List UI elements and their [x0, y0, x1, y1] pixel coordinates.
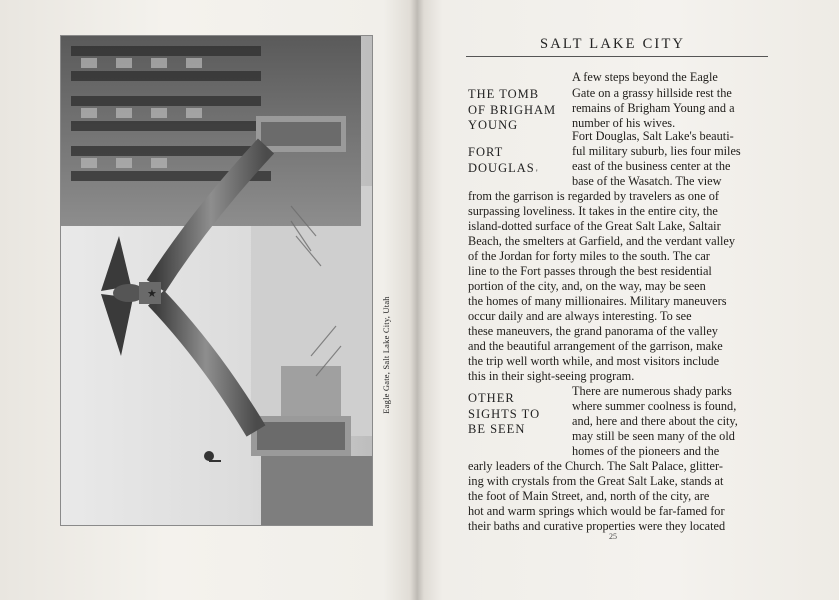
side-head-other-sights [468, 391, 540, 438]
side-head-line: SIGHTS TO [468, 406, 541, 421]
body-line: remains of Brigham Young and a [572, 101, 735, 115]
side-head-line: OTHER [468, 391, 515, 405]
body-line: number of his wives. [572, 116, 676, 130]
body-line: A few steps beyond the Eagle [572, 70, 718, 84]
side-head-line: YOUNG [468, 118, 519, 132]
side-head-tomb [468, 87, 556, 134]
body-line: of the Jordan for forty miles to the south. The car [468, 249, 710, 263]
body-line: may still be seen many of the old [572, 429, 735, 443]
body-line: from the garrison is regarded by travelers as one of [468, 189, 719, 203]
body-line: the foot of Main Street, and, north of the city, are [468, 489, 710, 503]
side-head-line: THE TOMB [468, 87, 540, 101]
body-line: Fort Douglas, Salt Lake's beauti- [572, 129, 734, 143]
body-line: these maneuvers, the grand panorama of the valley [468, 324, 718, 338]
head-rule [466, 56, 768, 57]
running-head: SALT LAKE CITY [540, 36, 686, 52]
side-head-fort-douglas [468, 145, 535, 176]
body-line: portion of the city, and, on the way, may be seen [468, 279, 706, 293]
body-line: the trip well worth while, and most visitors include [468, 354, 720, 368]
ink-speck: ' [536, 168, 538, 178]
photo-caption: Eagle Gate, Salt Lake City, Utah [381, 296, 391, 414]
body-line: ful military suburb, lies four miles [572, 144, 741, 158]
book-gutter [410, 0, 424, 600]
side-head-line: BE SEEN [468, 422, 526, 436]
body-line: ing with crystals from the Great Salt Lake, stands at [468, 474, 724, 488]
body-line: this in their sight-seeing program. [468, 369, 635, 383]
body-line: island-dotted surface of the Great Salt Lake, Saltair [468, 219, 721, 233]
body-line: and the beautiful arrangement of the garrison, make [468, 339, 723, 353]
side-head-line: OF BRIGHAM [468, 102, 557, 117]
page-number: 25 [609, 532, 617, 541]
body-line: surpassing loveliness. It takes in the entire city, the [468, 204, 718, 218]
body-line: homes of the pioneers and the [572, 444, 720, 458]
body-line: early leaders of the Church. The Salt Palace, glitter- [468, 459, 723, 473]
body-line: where summer coolness is found, [572, 399, 737, 413]
svg-text:★: ★ [147, 287, 157, 300]
body-line: Gate on a grassy hillside rest the [572, 86, 732, 100]
body-line: the homes of many millionaires. Military maneuvers [468, 294, 727, 308]
body-line: Beach, the smelters at Garfield, and the verdant valley [468, 234, 736, 248]
body-line: their baths and curative properties were they located [468, 519, 726, 533]
body-line: line to the Fort passes through the best residential [468, 264, 712, 278]
side-head-line: FORT [468, 145, 504, 159]
body-line: There are numerous shady parks [572, 384, 732, 398]
body-line: and, here and there about the city, [572, 414, 738, 428]
body-line: east of the business center at the [572, 159, 731, 173]
side-head-line: DOUGLAS [468, 160, 535, 175]
body-line: hot and warm springs which would be far-famed for [468, 504, 725, 518]
body-line: occur daily and are always interesting. To see [468, 309, 692, 323]
eagle-gate-photo [61, 36, 372, 525]
body-line: base of the Wasatch. The view [572, 174, 722, 188]
